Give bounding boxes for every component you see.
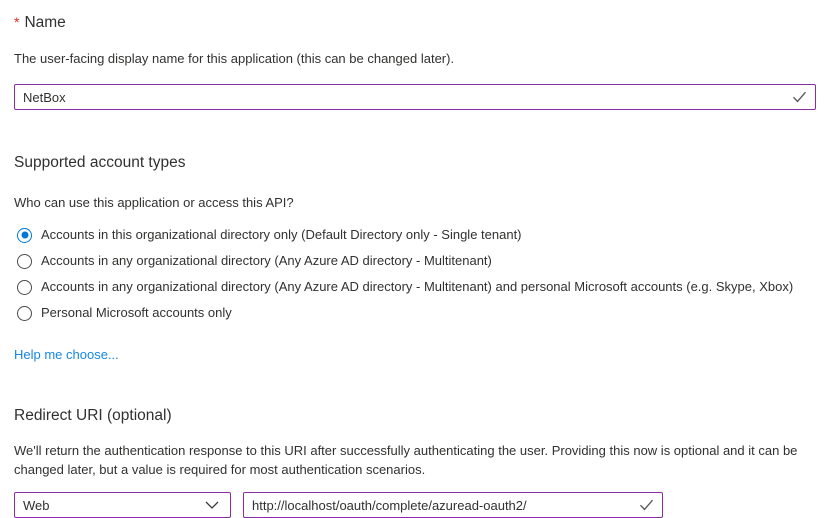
name-title-text: Name [24, 14, 66, 31]
radio-button[interactable] [17, 228, 32, 243]
name-description: The user-facing display name for this application (this can be changed later). [14, 51, 455, 66]
radio-option-label: Accounts in any organizational directory (Any Azure AD directory - Multitenant) [41, 253, 492, 268]
radio-button[interactable] [17, 280, 32, 295]
name-field [14, 84, 816, 110]
platform-select-value: Web [23, 497, 50, 513]
radio-option-label: Accounts in any organizational directory (Any Azure AD directory - Multitenant) and personal Microsoft accounts (e.g. Skype, Xbox) [41, 279, 794, 294]
account-types-question: Who can use this application or access this API? [14, 195, 294, 210]
radio-option-single-tenant[interactable] [14, 222, 816, 248]
radio-option-label: Personal Microsoft accounts only [41, 305, 232, 320]
redirect-uri-field [243, 492, 663, 518]
account-types-section [14, 153, 816, 362]
account-types-radio-group [14, 222, 816, 326]
radio-button[interactable] [17, 254, 32, 269]
redirect-uri-section [14, 406, 816, 518]
redirect-uri-row [14, 492, 816, 518]
radio-option-multitenant-personal[interactable] [14, 274, 816, 300]
radio-option-personal-only[interactable] [14, 300, 816, 326]
name-section-title [14, 12, 816, 33]
account-types-title: Supported account types [14, 154, 186, 171]
name-section [14, 12, 816, 110]
help-me-choose-link[interactable]: Help me choose... [14, 347, 119, 362]
radio-button[interactable] [17, 306, 32, 321]
redirect-uri-description: We'll return the authentication response to this URI after successfully authenticating the user. Providing this now is optional and it can be changed later, but a value is required for most authentication scenarios. [14, 443, 798, 477]
required-asterisk: * [14, 14, 20, 30]
radio-option-label: Accounts in this organizational directory only (Default Directory only - Single tenant) [41, 227, 522, 242]
redirect-uri-title: Redirect URI (optional) [14, 407, 172, 424]
radio-option-multitenant[interactable] [14, 248, 816, 274]
chevron-down-icon [205, 501, 219, 509]
platform-select[interactable] [14, 492, 231, 518]
redirect-uri-input[interactable] [243, 492, 663, 518]
name-input[interactable] [14, 84, 816, 110]
